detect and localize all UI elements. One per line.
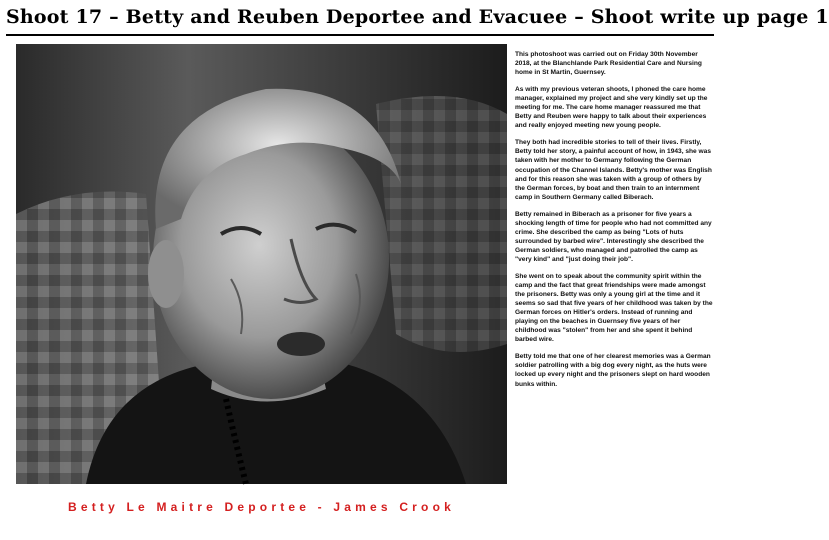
article-paragraph: This photoshoot was carried out on Friday 30th November 2018, at the Blanchlande Park Residential Care and Nursing home in St Martin, Guernsey. [515,51,702,77]
article-paragraph: They both had incredible stories to tell of their lives. Firstly, Betty told her story, a painful account of how, in 1943, she was taken with her mother to Germany following the German occupation of the Channel Islands. Betty's mother was English and for this reason she was taken with a group of others by the German forces, by boat and then train to an internment camp in Southern Germany called Biberach. [515,139,712,201]
article-paragraph: As with my previous veteran shoots, I phoned the care home manager, explained my project and she very kindly set up the meeting for me. The care home manager reassured me that Betty and Reuben were happy to talk about their experiences and really enjoyed meeting new young people. [515,86,708,130]
portrait-photo [16,44,507,484]
article-paragraph: Betty remained in Biberach as a prisoner for five years a shocking length of time for people who had not committed any crime. She described the camp as being "Lots of huts surrounded by barbed wire". Interestingly she described the German soldiers, who managed and patrolled the camp as "very kind" and "just doing their job". [515,210,712,263]
page-title: Shoot 17 – Betty and Reuben Deportee and Evacuee – Shoot write up page 1 [6,4,714,36]
portrait-photo-icon [16,44,507,484]
photo-caption: Betty Le Maitre Deportee - James Crook [67,500,455,514]
article-paragraph: Betty told me that one of her clearest memories was a German soldier patrolling with a big dog every night, as the huts were locked up every night and the prisoners slept on hard wooden bunks within. [515,353,711,388]
article-text [515,50,713,530]
article-paragraph: She went on to speak about the community spirit within the camp and the fact that great friendships were made amongst the prisoners. Betty was only a young girl at the time and it seems so sad that five years of her childhood was taken by the German forces on Hitler's orders. Instead of running and playing on the beaches in Guernsey five years of her childhood was "stolen" from her and she spent it behind barbed wire. [515,272,713,344]
